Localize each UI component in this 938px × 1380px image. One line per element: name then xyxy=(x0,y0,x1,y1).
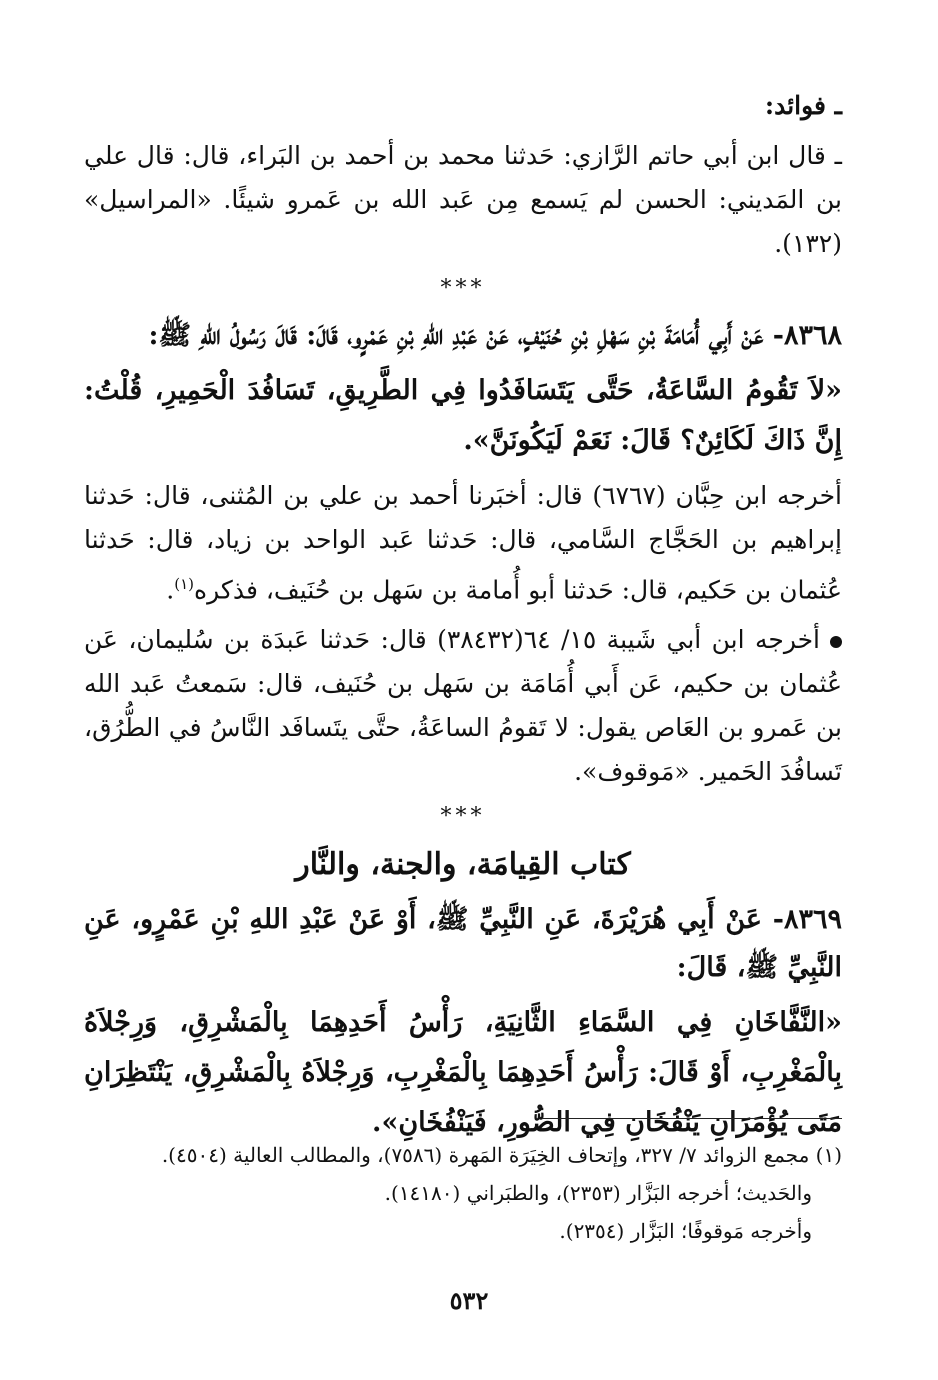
separator-stars: *** xyxy=(440,804,486,830)
separator-stars: *** xyxy=(440,276,486,301)
takhrij-paragraph-1 xyxy=(84,474,842,612)
hadith-8369-matn: «النَّفَّاخَانِ فِي السَّمَاءِ الثَّانِيَةِ، رَأْسُ أَحَدِهِمَا بِالْمَشْرِقِ، وَرِجْلاَهُ بِالْمَغْرِبِ، أَوْ قَالَ: رَأْسُ أَحَدِهِمَا بِالْمَغْرِبِ، وَرِجْلاَهُ بِالْمَشْرِقِ، يَنْتَظِرَانِ مَتَى يُؤْمَرَانِ يَنْفُخَانِ فِي الصُّورِ، فَيَنْفُخَانِ». xyxy=(84,1007,842,1139)
hadith-8368-matn: «لاَ تَقُومُ السَّاعَةُ، حَتَّى يَتَسَافَدُوا فِي الطَّرِيقِ، تَسَافُدَ الْحَمِيرِ، قُلْتُ: إِنَّ ذَاكَ لَكَائِنٌ؟ قَالَ: نَعَمْ لَيَكُونَنَّ». xyxy=(84,375,842,456)
bullet-icon xyxy=(830,636,842,648)
footnote-line: (١) مجمع الزوائد ٧/ ٣٢٧، وإتحاف الخِيَرَة المَهرة (٧٥٨٦)، والمطالب العالية (٤٥٠٤). xyxy=(161,1143,842,1167)
footnote-reference: (١) xyxy=(174,575,195,593)
footnote-divider xyxy=(542,1118,842,1119)
takhrij-text-2: أخرجه ابن أبي شَيبة ١٥/ ٦٤(٣٨٤٣٢) قال: حَدثنا عَبدَة بن سُليمان، عَن عُثمان بن حكيم، عَن أَبي أُمَامَة بن سَهل بن حُنَيف، قال: سَمعتُ عَبد الله بن عَمرو بن العَاص يقول: لا تَقومُ الساعَةُ، حتَّى يتَسافَد النَّاسُ في الطُّرُق، تَسافُدَ الحَمير. «مَوقوف». xyxy=(84,625,842,787)
chapter-title: كتاب القِيامَة، والجنة، والنَّار xyxy=(295,847,631,883)
footnote-line: والحَديث؛ أخرجه البَزَّار (٢٣٥٣)، والطبَراني (١٤١٨٠). xyxy=(384,1181,812,1205)
fawaid-heading: ـ فوائد: xyxy=(764,91,842,120)
footnote-line: وأخرجه مَوقوفًا؛ البَزَّار (٢٣٥٤). xyxy=(559,1219,812,1243)
takhrij-paragraph-2 xyxy=(84,618,842,794)
page-number: ٥٣٢ xyxy=(449,1286,489,1315)
takhrij-text-1: أخرجه ابن حِبَّان (٦٧٦٧) قال: أخبَرنا أحمد بن علي بن المُثنى، قال: حَدثنا إبراهيم بن الحَجَّاج السَّامي، قال: حَدثنا عَبد الواحد بن زياد، قال: حَدثنا عُثمان بن حَكيم، قال: حَدثنا أبو أُمامة بن سَهل بن حُنَيف، فذكره xyxy=(84,481,842,605)
hadith-8369-isnad: ٨٣٦٩- عَنْ أَبِي هُرَيْرَةَ، عَنِ النَّبِيِّ ﷺ، أَوْ عَنْ عَبْدِ اللهِ بْنِ عَمْرٍو، عَنِ النَّبِيِّ ﷺ، قَالَ: xyxy=(84,904,842,984)
takhrij-end: . xyxy=(166,575,175,605)
fawaid-text: ـ قال ابن أبي حاتم الرَّازي: حَدثنا محمد بن أحمد بن البَراء، قال: قال علي بن المَديني: الحسن لم يَسمع مِن عَبد الله بن عَمرو شيئًا. «المراسيل» (١٣٢). xyxy=(84,141,842,258)
page-body xyxy=(84,86,842,1156)
footnotes xyxy=(142,1136,842,1250)
hadith-8368-isnad: ٨٣٦٨- عَنْ أَبِي أُمَامَةَ بْنِ سَهْلِ بْنِ حُنَيْفٍ، عَنْ عَبْدِ اللهِ بْنِ عَمْرٍو، قَالَ: قَالَ رَسُولُ اللهِ ﷺ: xyxy=(148,320,842,351)
